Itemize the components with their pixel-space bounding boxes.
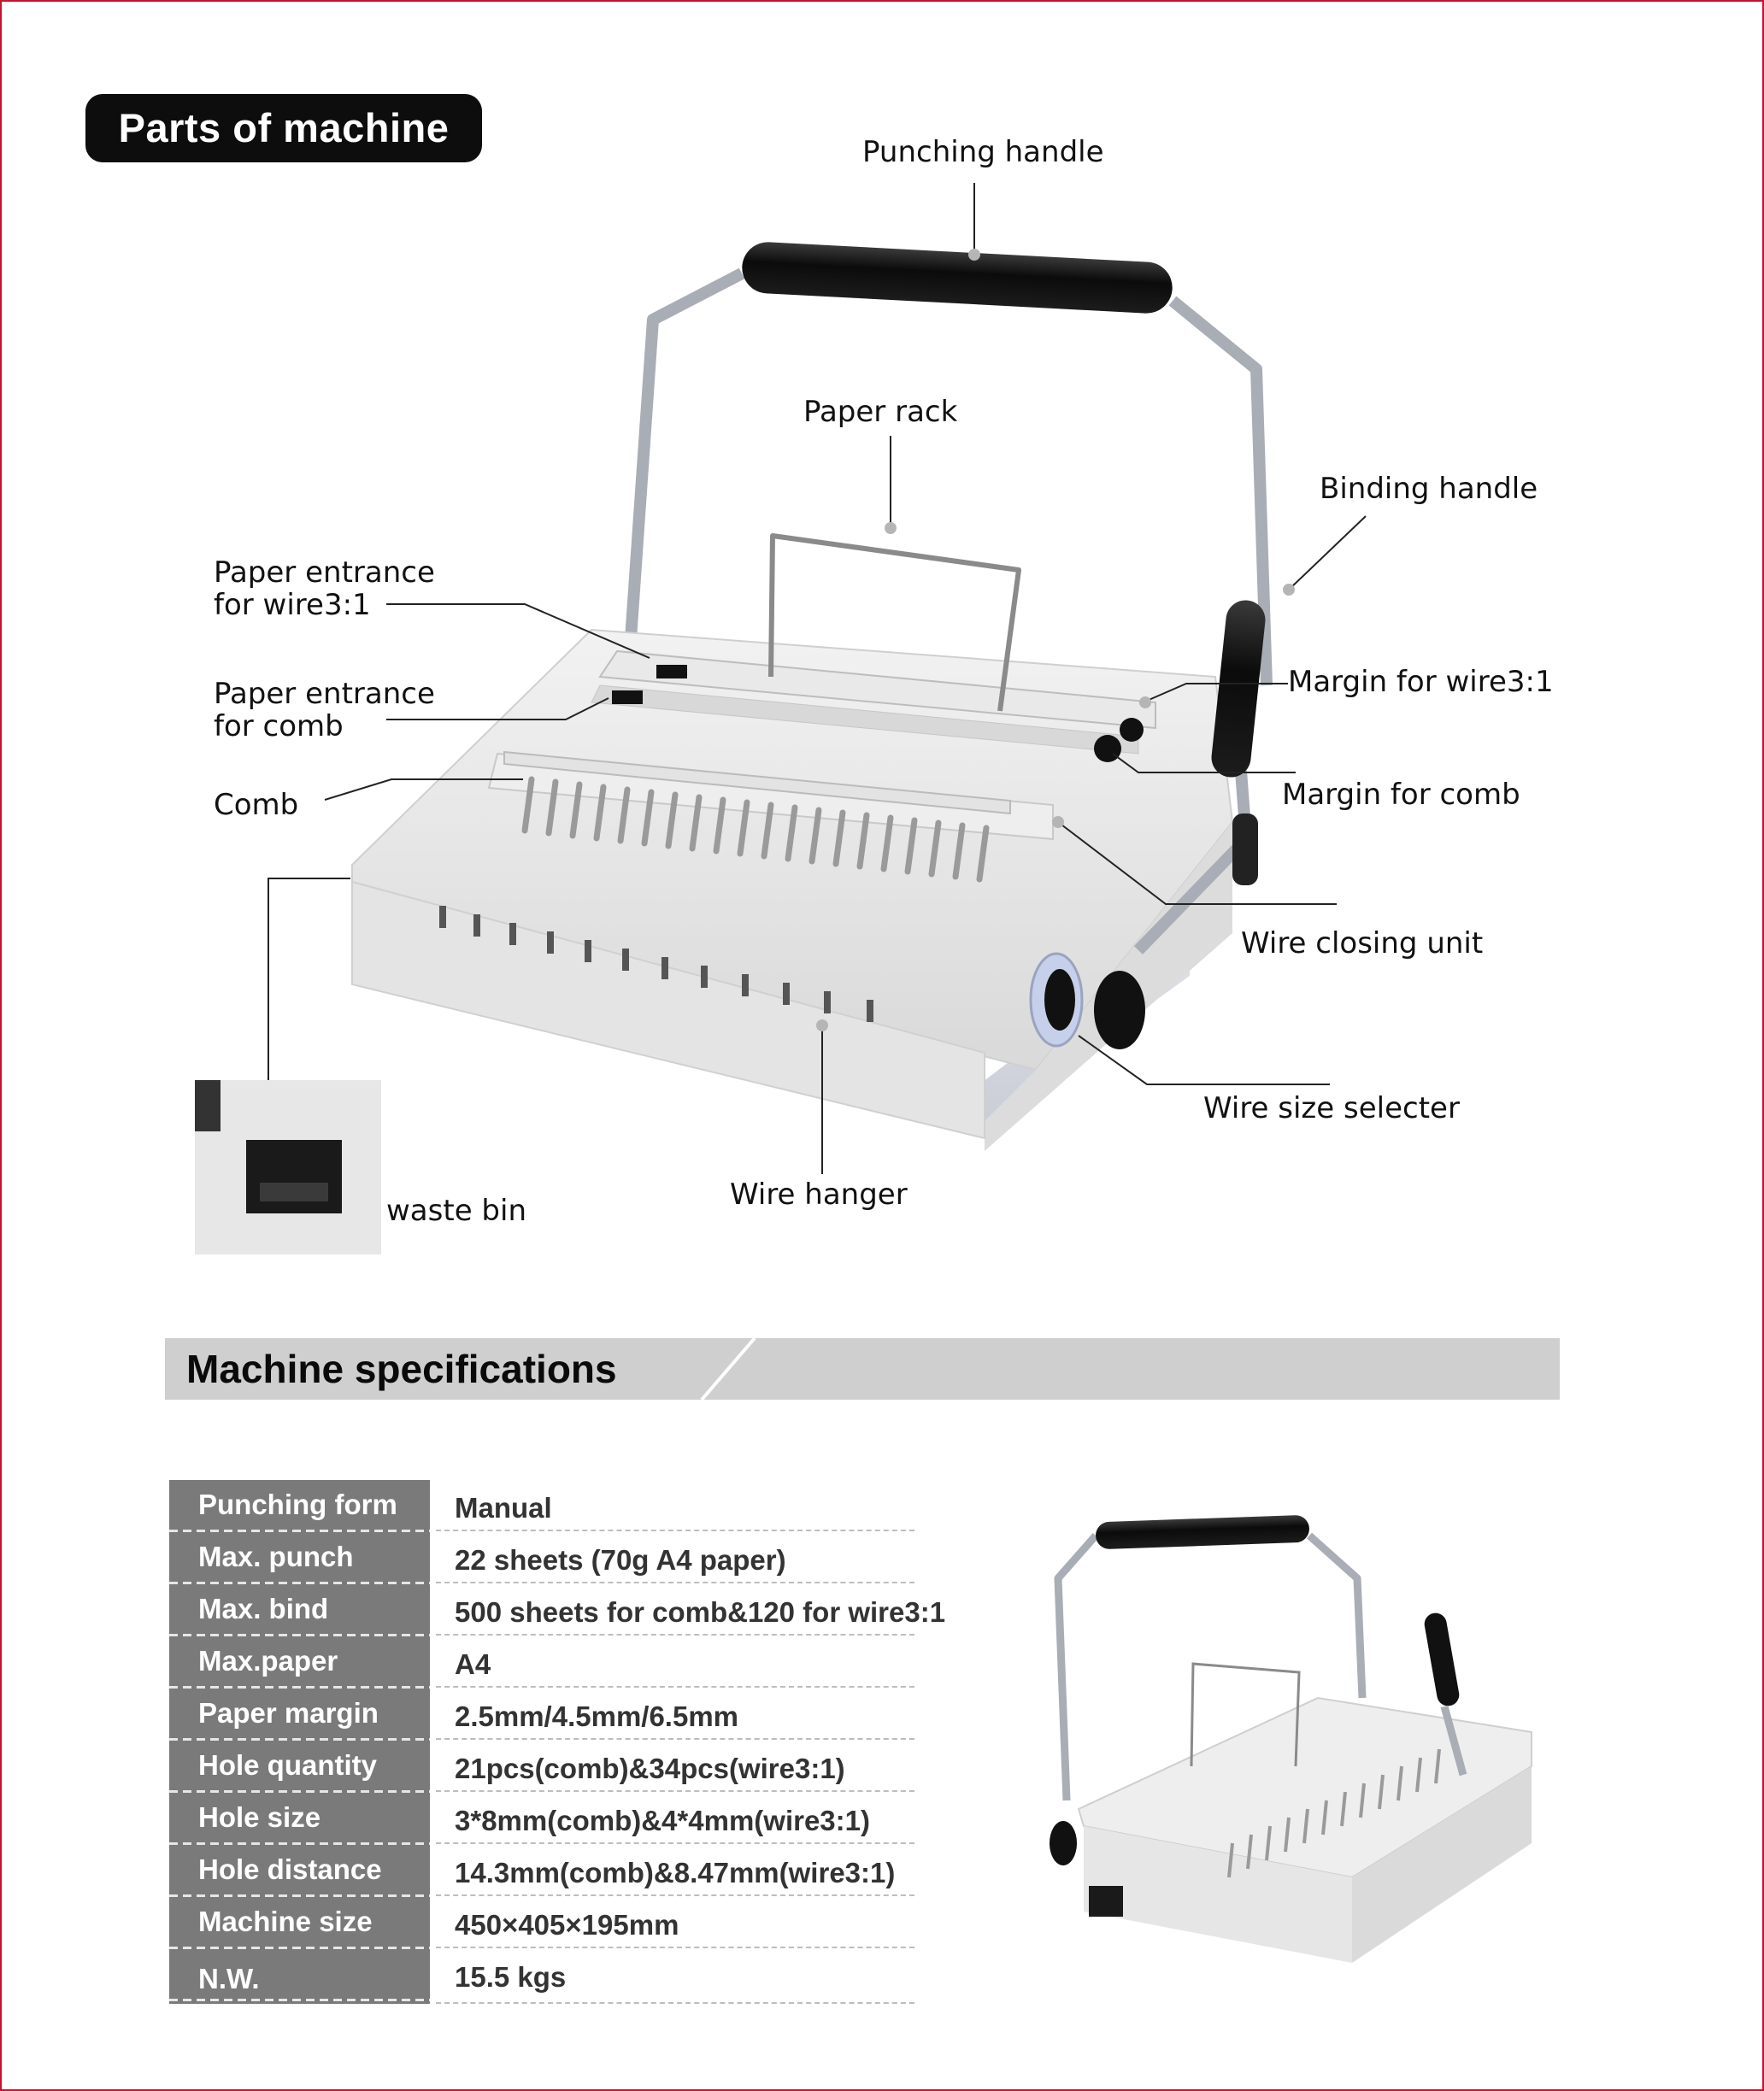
row-divider <box>436 1738 914 1740</box>
row-divider <box>436 2002 914 2004</box>
spec-key: Max. bind <box>169 1584 430 1634</box>
margin-knob-comb <box>1094 735 1121 762</box>
spec-value: 21pcs(comb)&34pcs(wire3:1) <box>455 1753 845 1784</box>
spec-value: A4 <box>455 1648 491 1680</box>
spec-value: 3*8mm(comb)&4*4mm(wire3:1) <box>455 1805 870 1836</box>
row-divider <box>436 1947 914 1948</box>
spec-value: 15.5 kgs <box>455 1961 567 1993</box>
label-paper-entrance-wire-line1: Paper entrance <box>214 555 435 590</box>
spec-key: Hole quantity <box>169 1741 430 1790</box>
label-wire-size-selecter: Wire size selecter <box>1203 1091 1460 1125</box>
spec-value: Manual <box>455 1492 552 1524</box>
spec-row <box>169 1480 956 1532</box>
waste-bin-photo <box>195 1080 381 1254</box>
wire-closing-knob <box>1094 971 1145 1049</box>
label-binding-handle: Binding handle <box>1320 472 1538 506</box>
margin-knob-wire <box>1120 718 1144 742</box>
spec-key: N.W. <box>169 1949 430 2004</box>
row-divider <box>436 1634 914 1636</box>
label-wire-hanger: Wire hanger <box>730 1178 908 1212</box>
wire-entrance-slot <box>656 665 687 678</box>
label-margin-comb: Margin for comb <box>1282 778 1520 812</box>
spec-value: 500 sheets for comb&120 for wire3:1 <box>455 1596 946 1628</box>
spec-key: Punching form <box>169 1480 430 1530</box>
spec-row <box>169 1689 956 1741</box>
label-paper-entrance-comb-line2: for comb <box>214 709 344 743</box>
spec-key: Max. punch <box>169 1532 430 1582</box>
spec-row <box>169 1532 956 1584</box>
section-title-specifications: Machine specifications <box>186 1347 617 1391</box>
machine-photo <box>1027 1484 1549 2006</box>
spec-row <box>169 1741 956 1793</box>
punching-handle-frame <box>630 273 1267 685</box>
spec-key: Max.paper <box>169 1636 430 1686</box>
spec-row <box>169 1845 956 1897</box>
label-paper-rack: Paper rack <box>803 395 958 429</box>
spec-value: 2.5mm/4.5mm/6.5mm <box>455 1700 739 1732</box>
spec-key: Paper margin <box>169 1689 430 1738</box>
label-comb: Comb <box>214 788 299 822</box>
spec-row <box>169 1949 956 2004</box>
row-divider <box>436 1842 914 1844</box>
spec-key: Hole distance <box>169 1845 430 1894</box>
spec-row <box>169 1636 956 1689</box>
spec-row <box>169 1793 956 1845</box>
row-divider <box>436 1582 914 1583</box>
punching-handle-bar <box>741 241 1173 314</box>
spec-key: Hole size <box>169 1793 430 1842</box>
spec-value: 22 sheets (70g A4 paper) <box>455 1544 786 1576</box>
spec-key: Machine size <box>169 1897 430 1947</box>
label-wire-closing-unit: Wire closing unit <box>1241 926 1484 960</box>
spec-table <box>169 1480 956 2004</box>
binding-handle-grip <box>1209 598 1267 779</box>
label-paper-entrance-wire-line2: for wire3:1 <box>214 588 371 622</box>
comb-entrance-slot <box>612 690 643 704</box>
row-divider <box>436 1530 914 1531</box>
spec-row <box>169 1584 956 1636</box>
label-margin-wire: Margin for wire3:1 <box>1288 665 1554 699</box>
row-divider <box>436 1686 914 1688</box>
row-divider <box>436 1894 914 1896</box>
spec-row <box>169 1897 956 1949</box>
label-punching-handle: Punching handle <box>862 135 1104 169</box>
row-divider <box>436 1790 914 1792</box>
label-waste-bin: waste bin <box>386 1194 526 1228</box>
label-paper-entrance-comb-line1: Paper entrance <box>214 677 435 711</box>
spec-value: 14.3mm(comb)&8.47mm(wire3:1) <box>455 1857 896 1888</box>
spec-value: 450×405×195mm <box>455 1909 679 1941</box>
section-title-parts: Parts of machine <box>85 94 482 162</box>
